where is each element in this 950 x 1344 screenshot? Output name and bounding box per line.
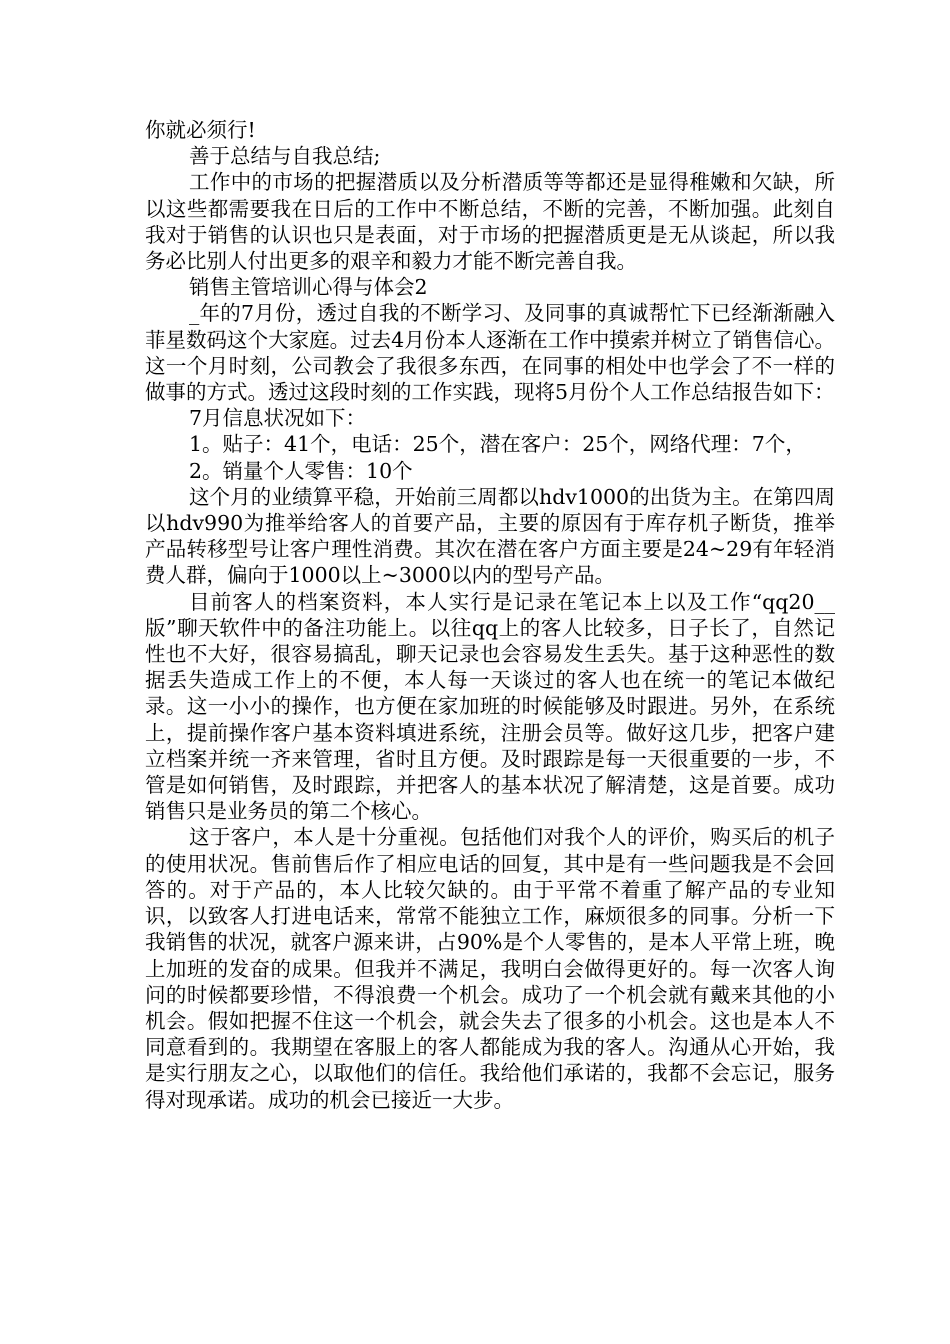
paragraph-6: 7月信息状况如下： (189, 406, 367, 431)
paragraph-9: 这个月的业绩算平稳，开始前三周都以hdv1000的出货为主。在第四周以hdv990为推举给客人的首要产品，主要的原因有于库存机子断货，推举产品转移型号让客户理性消费。其次在潜在客户方面主要是24~29有年轻消费人群，偏向于1000以上~3000以内的型号产品。 (145, 484, 835, 588)
paragraph-10: 目前客人的档案资料，本人实行是记录在笔记本上以及工作“qq20__版”聊天软件中的备注功能上。以往qq上的客人比较多，日子长了，自然记性也不大好，很容易搞乱，聊天记录也会容易发生丢失。基于这种恶性的数据丢失造成工作上的不便，本人每一天谈过的客人也在统一的笔记本做纪录。这一小小的操作，也方便在家加班的时候能够及时跟进。另外，在系统上，提前操作客户基本资料填进系统，注册会员等。做好这几步，把客户建立档案并统一齐来管理，省时且方便。及时跟踪是每一天很重要的一步，不管是如何销售，及时跟踪，并把客人的基本状况了解清楚，这是首要。成功销售只是业务员的第二个核心。 (145, 589, 835, 824)
paragraph-1: 你就必须行! (145, 118, 256, 142)
paragraph-11: 这于客户，本人是十分重视。包括他们对我个人的评价，购买后的机子的使用状况。售前售后作了相应电话的回复，其中是有一些问题我是不会回答的。对于产品的，本人比较欠缺的。由于平常不着重了解产品的专业知识，以致客人打进电话来，常常不能独立工作，麻烦很多的同事。分析一下我销售的状况，就客户源来讲，占90%是个人零售的，是本人平常上班，晚上加班的发奋的成果。但我并不满足，我明白会做得更好的。每一次客人询问的时候都要珍惜，不得浪费一个机会。成功了一个机会就有戴来其他的小机会。假如把握不住这一个机会，就会失去了很多的小机会。这也是本人不同意看到的。我期望在客服上的客人都能成为我的客人。沟通从心开始，我是实行朋友之心，以取他们的信任。我给他们承诺的，我都不会忘记，服务得对现承诺。成功的机会已接近一大步。 (145, 825, 835, 1112)
paragraph-3: 工作中的市场的把握潜质以及分析潜质等等都还是显得稚嫩和欠缺，所以这些都需要我在日后的工作中不断总结，不断的完善，不断加强。此刻自我对于销售的认识也只是表面，对于市场的把握潜质更是无从谈起，所以我务必比别人付出更多的艰辛和毅力才能不断完善自我。 (145, 170, 835, 274)
document-page (145, 117, 835, 1113)
paragraph-2: 善于总结与自我总结; (189, 144, 381, 169)
list-item-2: 2。销量个人零售：10个 (189, 458, 413, 483)
paragraph-5: _年的7月份，透过自我的不断学习、及同事的真诚帮忙下已经渐渐融入菲星数码这个大家庭。过去4月份本人逐渐在工作中摸索并树立了销售信心。这一个月时刻，公司教会了我很多东西，在同事的相处中也学会了不一样的做事的方式。透过这段时刻的工作实践，现将5月份个人工作总结报告如下： (145, 301, 835, 405)
list-item-1: 1。贴子：41个，电话：25个，潜在客户：25个，网络代理：7个， (189, 432, 806, 457)
section-heading: 销售主管培训心得与体会2 (189, 275, 428, 300)
